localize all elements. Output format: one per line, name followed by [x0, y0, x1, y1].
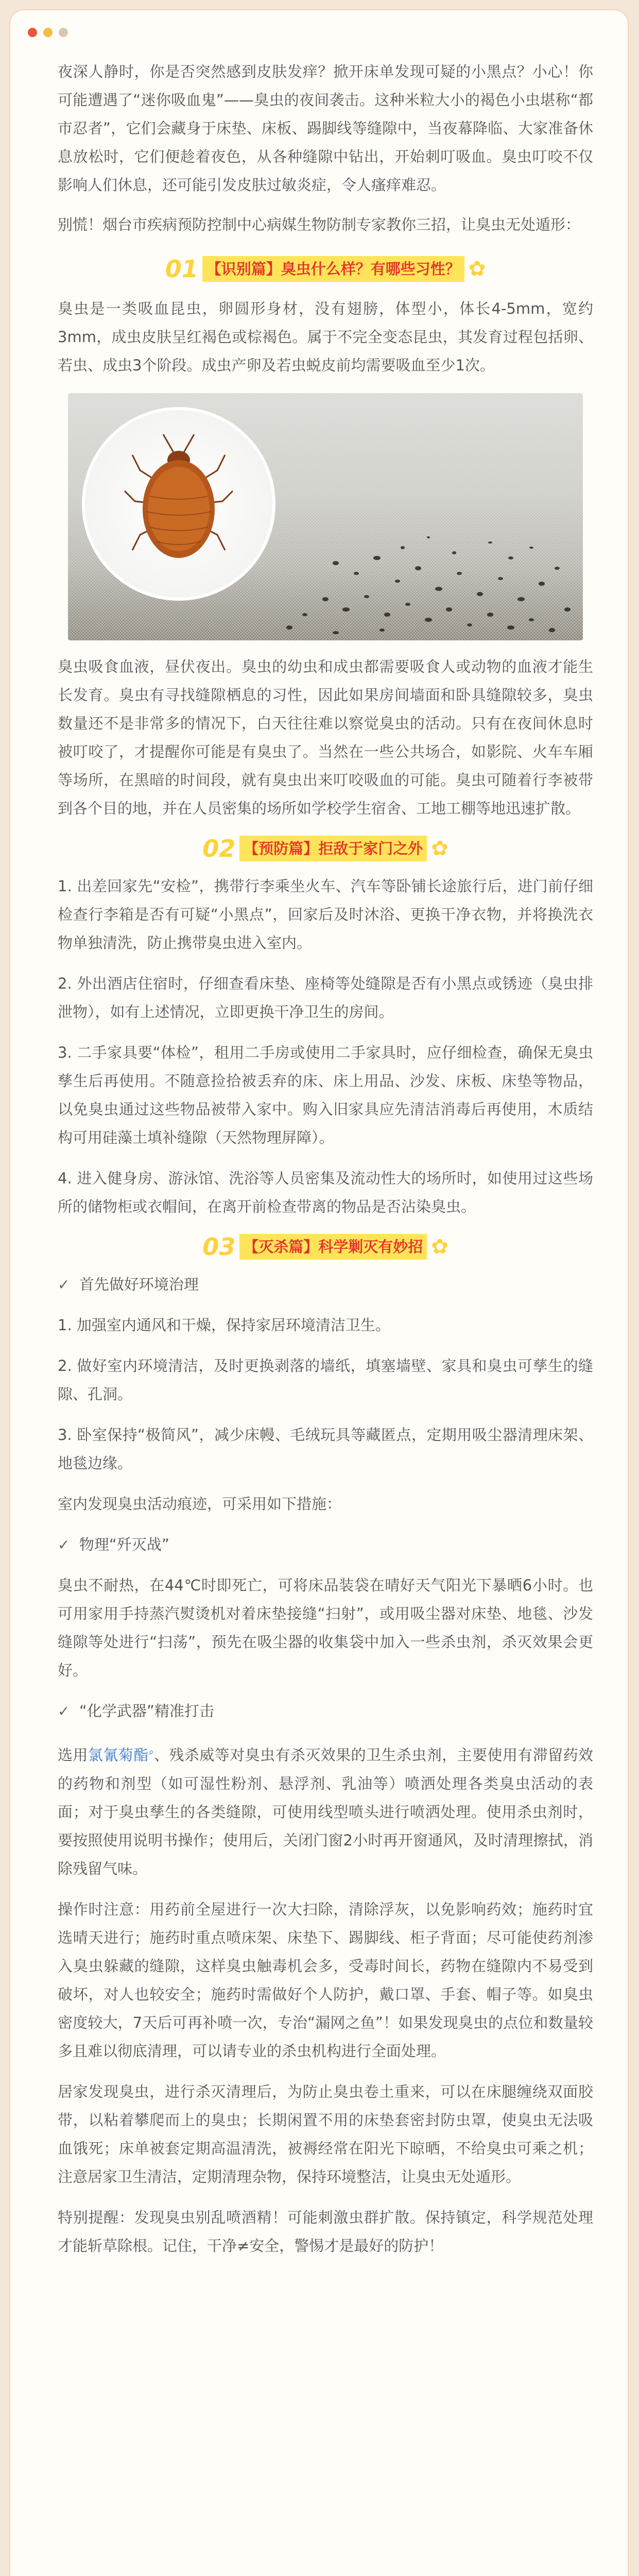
body-paragraph	[58, 1738, 593, 1883]
body-paragraph: 臭虫不耐热，在44℃时即死亡，可将床品装袋在晴好天气阳光下暴晒6小时。也可用家用手持蒸汽熨烫机对着床垫接缝“扫射”，或用吸尘器对床垫、地毯、沙发缝隙等处进行“扫荡”，预先在吸尘器的收集袋中加入一些杀虫剂，杀灭效果会更好。	[58, 1577, 593, 1679]
section-header-prevent	[58, 830, 593, 867]
list-item: 3. 卧室保持“极简风”，减少床幔、毛绒玩具等藏匿点，定期用吸尘器清理床架、地毯边缘。	[58, 1426, 593, 1472]
window-dot-red	[28, 28, 37, 37]
article-content	[58, 58, 593, 2260]
bedbug-photo-drawing	[68, 393, 583, 640]
bedbug-photo	[68, 393, 583, 640]
reminder-paragraph: 特别提醒：发现臭虫别乱喷酒精！可能刺激虫群扩散。保持镇定，科学规范处理才能斩草除根。记住，干净≠安全，警惕才是最好的防护！	[58, 2208, 593, 2255]
cypermethrin-link[interactable]: 氯氰菊酯	[88, 1746, 149, 1764]
subheading-text: 首先做好环境治理	[79, 1276, 199, 1293]
chem-prefix: 选用	[58, 1746, 88, 1764]
window-dots	[28, 28, 68, 37]
list-item: 1. 出差回家先“安检”，携带行李乘坐火车、汽车等卧铺长途旅行后，进门前仔细检查行李箱是否有可疑“小黑点”，回家后及时沐浴、更换干净衣物，并将换洗衣物单独清洗，防止携带臭虫进入室内。	[58, 877, 593, 952]
chem-rest: 、残杀威等对臭虫有杀灭效果的卫生杀虫剂，主要使用有滞留药效的药物和剂型（如可湿性粉剂、悬浮剂、乳油等）喷洒处理各类臭虫活动的表面；对于臭虫孳生的各类缝隙，可使用线型喷头进行喷洒处理。使用杀虫剂时，要按照使用说明书操作；使用后，关闭门窗2小时再开窗通风，及时清理擦拭，消除残留气味。	[58, 1746, 593, 1877]
list-item: 3. 二手家具要“体检”，租用二手房或使用二手家具时，应仔细检查，确保无臭虫孳生后再使用。不随意捡拾被丢弃的床、床上用品、沙发、床板、床垫等物品，以免臭虫通过这些物品被带入家中。购入旧家具应先清洁消毒后再使用，木质结构可用硅藻土填补缝隙（天然物理屏障）。	[58, 1044, 593, 1146]
window-dot-gray	[59, 28, 68, 37]
subheading-text: 物理“歼灭战”	[79, 1536, 169, 1553]
article-card	[9, 9, 629, 2576]
check-icon: ✓	[58, 1703, 70, 1720]
body-paragraph: 操作时注意：用药前全屋进行一次大扫除，清除浮灰，以免影响药效；施药时宜选晴天进行；施药时重点喷床架、床垫下、踢脚线、柜子背面；尽可能使药剂渗入臭虫躲藏的缝隙，这样臭虫触毒机会多，受毒时间长，药物在缝隙内不易受到破坏，对人也较安全；施药时需做好个人防护，戴口罩、手套、帽子等。如臭虫密度较大，7天后可再补喷一次，专治“漏网之鱼”！如果发现臭虫的点位和数量较多且难以彻底清理，可以请专业的杀虫机构进行全面处理。	[58, 1900, 593, 2060]
section-title: 【预防篇】拒敌于家门之外	[239, 836, 427, 861]
subheading-text: “化学武器”精准打击	[79, 1702, 214, 1720]
flower-icon: ✿	[431, 837, 448, 860]
check-icon: ✓	[58, 1276, 70, 1293]
body-paragraph: 室内发现臭虫活动痕迹，可采用如下措施：	[58, 1495, 342, 1513]
flower-icon: ✿	[431, 1235, 448, 1259]
body-paragraph: 臭虫是一类吸血昆虫，卵圆形身材，没有翅膀，体型小，体长4-5mm，宽约3mm，成虫皮肤呈红褐色或棕褐色。属于不完全变态昆虫，其发育过程包括卵、若虫、成虫3个阶段。成虫产卵及若虫蜕皮前均需要吸血至少1次。	[58, 300, 593, 374]
check-icon: ✓	[58, 1536, 70, 1553]
section-header-identify	[58, 250, 593, 287]
subheading	[58, 1531, 593, 1559]
section-number: 03	[202, 1233, 236, 1261]
section-number: 02	[202, 835, 236, 862]
search-icon[interactable]: ⌕	[148, 1747, 154, 1757]
window-dot-yellow	[43, 28, 53, 37]
list-item: 2. 外出酒店住宿时，仔细查看床垫、座椅等处缝隙是否有小黑点或锈迹（臭虫排泄物），如有上述情况，立即更换干净卫生的房间。	[58, 975, 593, 1021]
section-title: 【识别篇】臭虫什么样？有哪些习性？	[202, 256, 464, 282]
list-item: 2. 做好室内环境清洁，及时更换剥落的墙纸，填塞墙壁、家具和臭虫可孳生的缝隙、孔洞。	[58, 1357, 593, 1403]
flower-icon: ✿	[468, 257, 486, 281]
section-header-eliminate	[58, 1228, 593, 1265]
subheading	[58, 1697, 593, 1725]
section-title: 【灭杀篇】科学剿灭有妙招	[239, 1234, 427, 1260]
intro-paragraph: 夜深人静时，你是否突然感到皮肤发痒？掀开床单发现可疑的小黑点？小心！你可能遭遇了“迷你吸血鬼”——臭虫的夜间袭击。这种米粒大小的褐色小虫堪称“都市忍者”，它们会藏身于床垫、床板、踢脚线等缝隙中，当夜幕降临、大家准备休息放松时，它们便趁着夜色，从各种缝隙中钻出，开始刺叮吸血。臭虫叮咬不仅影响人们休息，还可能引发皮肤过敏炎症，令人瘙痒难忍。	[58, 63, 593, 194]
subheading	[58, 1270, 593, 1299]
intro-paragraph-2: 别慌！烟台市疾病预防控制中心病媒生物防制专家教你三招，让臭虫无处遁形：	[58, 216, 581, 233]
list-item: 4. 进入健身房、游泳馆、洗浴等人员密集及流动性大的场所时，如使用过这些场所的储物柜或衣帽间，在离开前检查带离的物品是否沾染臭虫。	[58, 1170, 593, 1215]
body-paragraph: 臭虫吸食血液，昼伏夜出。臭虫的幼虫和成虫都需要吸食人或动物的血液才能生长发育。臭虫有寻找缝隙栖息的习性，因此如果房间墙面和卧具缝隙较多，臭虫数量还不是非常多的情况下，白天往往难以察觉臭虫的活动。只有在夜间休息时被叮咬了，才提醒你可能是有臭虫了。当然在一些公共场合，如影院、火车车厢等场所，在黑暗的时间段，就有臭虫出来叮咬吸血的可能。臭虫可随着行李被带到各个目的地，并在人员密集的场所如学校学生宿舍、工地工棚等地迅速扩散。	[58, 658, 593, 817]
body-paragraph: 居家发现臭虫，进行杀灭清理后，为防止臭虫卷土重来，可以在床腿缠绕双面胶带，以粘着攀爬而上的臭虫；长期闲置不用的床垫套密封防虫罩，使臭虫无法吸血饿死；床单被套定期高温清洗，被褥经常在阳光下晾晒，不给臭虫可乘之机；注意居家卫生清洁，定期清理杂物，保持环境整洁，让臭虫无处遁形。	[58, 2082, 593, 2185]
section-number: 01	[165, 255, 198, 283]
list-item: 1. 加强室内通风和干燥，保持家居环境清洁卫生。	[58, 1316, 390, 1334]
